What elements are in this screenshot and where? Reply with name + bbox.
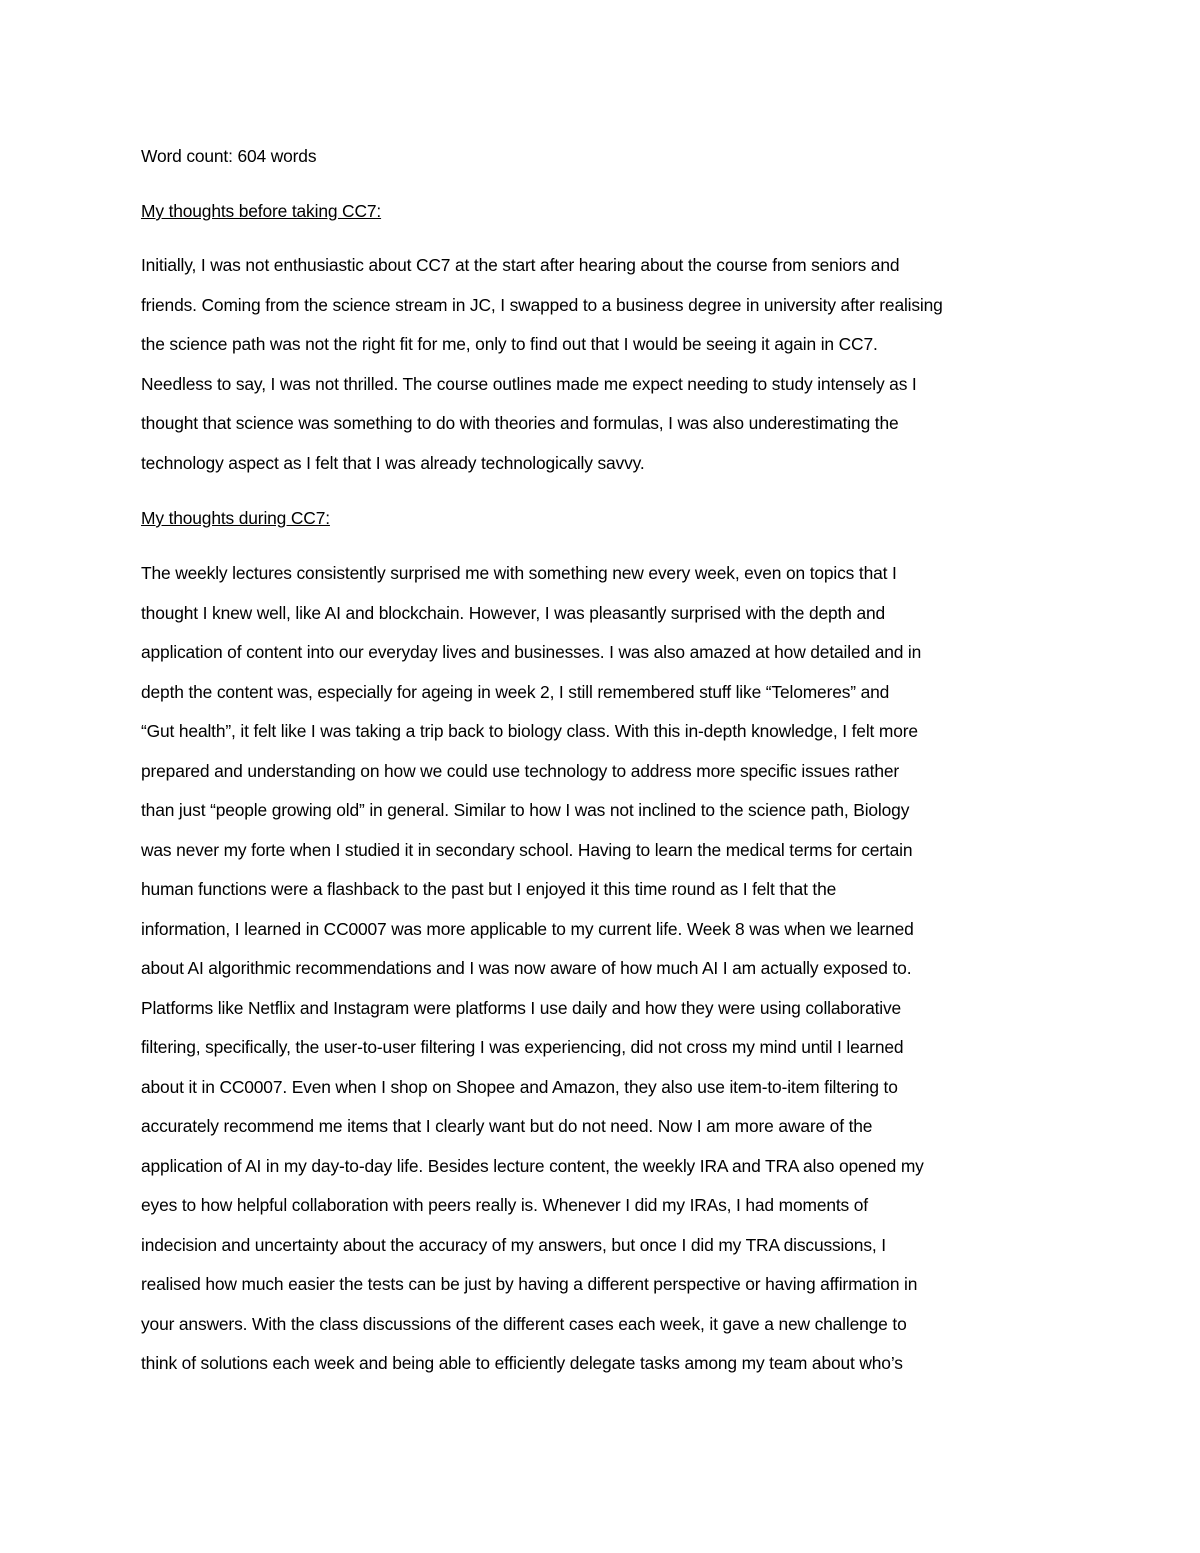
paragraph-during: [141, 561, 1071, 1391]
paragraph-line: about AI algorithmic recommendations and I was now aware of how much AI I am actually exposed to.: [141, 958, 912, 978]
paragraph-line: human functions were a flashback to the past but I enjoyed it this time round as I felt that the: [141, 879, 837, 899]
paragraph-line: was never my forte when I studied it in secondary school. Having to learn the medical terms for certain: [141, 839, 913, 860]
paragraph-line: Platforms like Netflix and Instagram were platforms I use daily and how they were using collaborative: [141, 997, 902, 1018]
paragraph-line: Initially, I was not enthusiastic about CC7 at the start after hearing about the course from seniors and: [141, 255, 900, 275]
paragraph-line: than just “people growing old” in general. Similar to how I was not inclined to the science path, Biology: [141, 800, 910, 820]
paragraph-line: accurately recommend me items that I clearly want but do not need. Now I am more aware of the: [141, 1116, 873, 1136]
paragraph-line: application of content into our everyday lives and businesses. I was also amazed at how detailed and in: [141, 642, 922, 662]
paragraph-line: filtering, specifically, the user-to-user filtering I was experiencing, did not cross my mind until I learned: [141, 1037, 904, 1057]
paragraph-line: information, I learned in CC0007 was more applicable to my current life. Week 8 was when we learned: [141, 918, 914, 939]
word-count-label: Word count: 604 words: [141, 146, 317, 166]
paragraph-line: thought that science was something to do with theories and formulas, I was also underestimating the: [141, 413, 899, 433]
paragraph-line: your answers. With the class discussions of the different cases each week, it gave a new challenge to: [141, 1313, 907, 1334]
paragraph-line: the science path was not the right fit for me, only to find out that I would be seeing it again in CC7.: [141, 334, 878, 354]
paragraph-line: prepared and understanding on how we could use technology to address more specific issues rather: [141, 760, 900, 781]
section-heading-before: My thoughts before taking CC7:: [141, 201, 382, 221]
paragraph-line: application of AI in my day-to-day life. Besides lecture content, the weekly IRA and TRA also opened my: [141, 1155, 924, 1176]
paragraph-line: about it in CC0007. Even when I shop on Shopee and Amazon, they also use item-to-item filtering to: [141, 1076, 898, 1097]
paragraph-line: friends. Coming from the science stream in JC, I swapped to a business degree in university after realising: [141, 294, 943, 315]
paragraph-line: Needless to say, I was not thrilled. The course outlines made me expect needing to study intensely as I: [141, 373, 917, 394]
paragraph-line: realised how much easier the tests can be just by having a different perspective or having affirmation in: [141, 1274, 918, 1294]
paragraph-line: technology aspect as I felt that I was already technologically savvy.: [141, 452, 645, 473]
section-heading-during: My thoughts during CC7:: [141, 508, 330, 528]
paragraph-line: think of solutions each week and being able to efficiently delegate tasks among my team about who’s: [141, 1353, 903, 1373]
paragraph-line: indecision and uncertainty about the accuracy of my answers, but once I did my TRA discussions, I: [141, 1234, 886, 1255]
paragraph-line: thought I knew well, like AI and blockchain. However, I was pleasantly surprised with the depth and: [141, 602, 886, 623]
paragraph-line: The weekly lectures consistently surprised me with something new every week, even on topics that I: [141, 563, 897, 583]
paragraph-before: [141, 253, 1071, 490]
paragraph-line: eyes to how helpful collaboration with peers really is. Whenever I did my IRAs, I had moments of: [141, 1195, 868, 1215]
paragraph-line: depth the content was, especially for ageing in week 2, I still remembered stuff like “Telomeres” and: [141, 681, 890, 702]
paragraph-line: “Gut health”, it felt like I was taking a trip back to biology class. With this in-depth knowledge, I felt more: [141, 721, 918, 741]
